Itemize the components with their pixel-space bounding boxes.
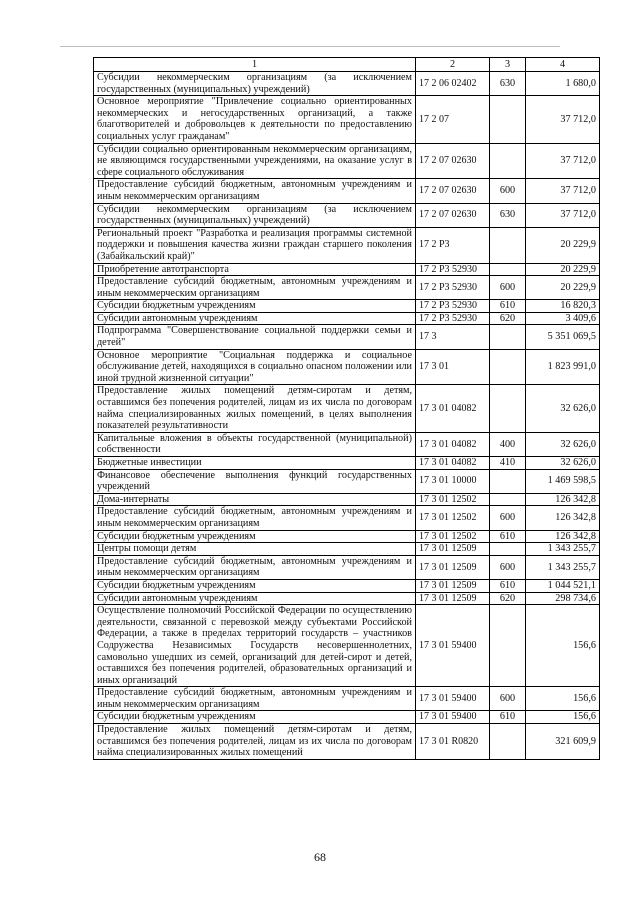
row-code-cell: 17 3 01 59400: [416, 687, 490, 711]
row-amount-cell: 37 712,0: [526, 179, 600, 203]
table-row: [94, 457, 600, 470]
row-expense-type-cell: [490, 349, 526, 385]
row-expense-type-cell: 610: [490, 711, 526, 724]
row-code-cell: 17 2 07 02630: [416, 143, 490, 179]
row-code-cell: 17 3 01 12509: [416, 579, 490, 592]
row-code-cell: 17 3 01 04082: [416, 385, 490, 432]
row-amount-cell: 1 469 598,5: [526, 469, 600, 493]
table-row: [94, 203, 600, 227]
row-amount-cell: 126 342,8: [526, 506, 600, 530]
table-row: [94, 312, 600, 325]
row-code-cell: 17 3 01 12509: [416, 543, 490, 556]
row-amount-cell: 32 626,0: [526, 457, 600, 470]
row-amount-cell: 37 712,0: [526, 96, 600, 143]
table-row: [94, 263, 600, 276]
row-name-cell: Основное мероприятие "Социальная поддержка и социальное обслуживание детей, находящихся в социально опасном положении или иной трудной жизненной ситуации": [94, 349, 416, 385]
row-name-cell: Субсидии социально ориентированным некоммерческим организациям, не являющимся государственными учреждениями, на оказание услуг в сфере социального обслуживания: [94, 143, 416, 179]
row-amount-cell: 3 409,6: [526, 312, 600, 325]
row-name-cell: Субсидии бюджетным учреждениям: [94, 711, 416, 724]
table-row: [94, 543, 600, 556]
row-expense-type-cell: 600: [490, 555, 526, 579]
table-body: [94, 72, 600, 760]
row-code-cell: 17 3 01 12509: [416, 592, 490, 605]
row-name-cell: Предоставление субсидий бюджетным, автономным учреждениям и иным некоммерческим организациям: [94, 276, 416, 300]
table-row: [94, 143, 600, 179]
column-header: 1: [94, 58, 416, 72]
row-expense-type-cell: 630: [490, 72, 526, 96]
row-name-cell: Предоставление субсидий бюджетным, автономным учреждениям и иным некоммерческим организациям: [94, 687, 416, 711]
row-expense-type-cell: [490, 724, 526, 760]
row-code-cell: 17 3 01 12502: [416, 530, 490, 543]
row-name-cell: Субсидии автономным учреждениям: [94, 312, 416, 325]
table-row: [94, 349, 600, 385]
table-row: [94, 687, 600, 711]
row-code-cell: 17 3 01 12502: [416, 506, 490, 530]
row-name-cell: Предоставление субсидий бюджетным, автономным учреждениям и иным некоммерческим организациям: [94, 506, 416, 530]
row-code-cell: 17 2 P3 52930: [416, 276, 490, 300]
row-expense-type-cell: 610: [490, 300, 526, 313]
row-name-cell: Центры помощи детям: [94, 543, 416, 556]
row-name-cell: Субсидии некоммерческим организациям (за исключением государственных (муниципальных) учреждений): [94, 72, 416, 96]
row-name-cell: Предоставление жилых помещений детям-сиротам и детям, оставшимся без попечения родителей, лицам из их числа по договорам найма специализированных жилых помещений, в целях выполнения показателей результативности: [94, 385, 416, 432]
row-name-cell: Субсидии бюджетным учреждениям: [94, 300, 416, 313]
row-expense-type-cell: 620: [490, 592, 526, 605]
row-name-cell: Осуществление полномочий Российской Федерации по осуществлению деятельности, связанной с перевозкой между субъектами Российской Федерации, а также в пределах территорий государств – участников Содружества Независимых Государств несовершеннолетних, самовольно ушедших из семей, организаций для детей-сирот и детей, оставшихся без попечения родителей, образовательных организаций и иных организаций: [94, 605, 416, 687]
column-header: 2: [416, 58, 490, 72]
row-amount-cell: 156,6: [526, 687, 600, 711]
table-row: [94, 179, 600, 203]
row-code-cell: 17 3 01 59400: [416, 711, 490, 724]
row-code-cell: 17 2 P3 52930: [416, 312, 490, 325]
table-row: [94, 432, 600, 456]
table-row: [94, 72, 600, 96]
row-amount-cell: 32 626,0: [526, 432, 600, 456]
row-code-cell: 17 3 01 04082: [416, 432, 490, 456]
row-expense-type-cell: [490, 385, 526, 432]
row-name-cell: Бюджетные инвестиции: [94, 457, 416, 470]
row-amount-cell: 156,6: [526, 711, 600, 724]
row-amount-cell: 32 626,0: [526, 385, 600, 432]
row-expense-type-cell: 600: [490, 276, 526, 300]
table-row: [94, 579, 600, 592]
top-divider: [60, 46, 560, 47]
row-code-cell: 17 3 01 04082: [416, 457, 490, 470]
row-amount-cell: 16 820,3: [526, 300, 600, 313]
row-expense-type-cell: 610: [490, 579, 526, 592]
row-code-cell: 17 2 07: [416, 96, 490, 143]
table-row: [94, 605, 600, 687]
row-amount-cell: 126 342,8: [526, 493, 600, 506]
row-code-cell: 17 2 06 02402: [416, 72, 490, 96]
row-code-cell: 17 3: [416, 325, 490, 349]
row-expense-type-cell: [490, 263, 526, 276]
row-expense-type-cell: [490, 493, 526, 506]
row-expense-type-cell: 400: [490, 432, 526, 456]
row-expense-type-cell: 600: [490, 687, 526, 711]
row-expense-type-cell: [490, 227, 526, 263]
row-amount-cell: 20 229,9: [526, 227, 600, 263]
row-name-cell: Основное мероприятие "Привлечение социально ориентированных некоммерческих и негосударственных организаций, а также благотворителей и добровольцев к деятельности по предоставлению социальных услуг гражданам": [94, 96, 416, 143]
table-header-row: [94, 58, 600, 72]
row-amount-cell: 126 342,8: [526, 530, 600, 543]
table-row: [94, 555, 600, 579]
row-amount-cell: 20 229,9: [526, 276, 600, 300]
row-amount-cell: 1 680,0: [526, 72, 600, 96]
row-code-cell: 17 2 07 02630: [416, 203, 490, 227]
row-expense-type-cell: [490, 325, 526, 349]
row-code-cell: 17 3 01 10000: [416, 469, 490, 493]
row-expense-type-cell: [490, 469, 526, 493]
row-expense-type-cell: 600: [490, 179, 526, 203]
table-row: [94, 300, 600, 313]
row-code-cell: 17 2 P3: [416, 227, 490, 263]
row-code-cell: 17 3 01 R0820: [416, 724, 490, 760]
table-row: [94, 385, 600, 432]
row-code-cell: 17 2 P3 52930: [416, 300, 490, 313]
row-code-cell: 17 3 01: [416, 349, 490, 385]
row-amount-cell: 37 712,0: [526, 143, 600, 179]
row-name-cell: Предоставление жилых помещений детям-сиротам и детям, оставшимся без попечения родителей, лицам из их числа по договорам найма специализированных жилых помещений: [94, 724, 416, 760]
table-row: [94, 325, 600, 349]
row-name-cell: Предоставление субсидий бюджетным, автономным учреждениям и иным некоммерческим организациям: [94, 555, 416, 579]
table-row: [94, 711, 600, 724]
page-number: 68: [314, 850, 326, 864]
table-row: [94, 276, 600, 300]
row-amount-cell: 20 229,9: [526, 263, 600, 276]
table-row: [94, 530, 600, 543]
budget-table: [93, 57, 600, 760]
row-amount-cell: 37 712,0: [526, 203, 600, 227]
row-expense-type-cell: 410: [490, 457, 526, 470]
row-name-cell: Субсидии бюджетным учреждениям: [94, 579, 416, 592]
row-name-cell: Подпрограмма "Совершенствование социальной поддержки семьи и детей": [94, 325, 416, 349]
row-expense-type-cell: 610: [490, 530, 526, 543]
row-amount-cell: 156,6: [526, 605, 600, 687]
row-amount-cell: 5 351 069,5: [526, 325, 600, 349]
table-row: [94, 506, 600, 530]
row-amount-cell: 298 734,6: [526, 592, 600, 605]
table-row: [94, 724, 600, 760]
row-name-cell: Капитальные вложения в объекты государственной (муниципальной) собственности: [94, 432, 416, 456]
row-code-cell: 17 3 01 12509: [416, 555, 490, 579]
row-code-cell: 17 2 P3 52930: [416, 263, 490, 276]
row-amount-cell: 321 609,9: [526, 724, 600, 760]
row-name-cell: Финансовое обеспечение выполнения функций государственных учреждений: [94, 469, 416, 493]
table-row: [94, 592, 600, 605]
row-name-cell: Предоставление субсидий бюджетным, автономным учреждениям и иным некоммерческим организациям: [94, 179, 416, 203]
row-name-cell: Дома-интернаты: [94, 493, 416, 506]
row-expense-type-cell: 630: [490, 203, 526, 227]
column-header: 4: [526, 58, 600, 72]
table-row: [94, 96, 600, 143]
column-header: 3: [490, 58, 526, 72]
row-code-cell: 17 3 01 59400: [416, 605, 490, 687]
row-expense-type-cell: [490, 96, 526, 143]
row-amount-cell: 1 044 521,1: [526, 579, 600, 592]
table-row: [94, 469, 600, 493]
row-code-cell: 17 2 07 02630: [416, 179, 490, 203]
row-name-cell: Приобретение автотранспорта: [94, 263, 416, 276]
table-row: [94, 493, 600, 506]
row-name-cell: Субсидии бюджетным учреждениям: [94, 530, 416, 543]
row-amount-cell: 1 343 255,7: [526, 543, 600, 556]
row-amount-cell: 1 343 255,7: [526, 555, 600, 579]
row-expense-type-cell: [490, 605, 526, 687]
row-expense-type-cell: 600: [490, 506, 526, 530]
row-expense-type-cell: 620: [490, 312, 526, 325]
row-name-cell: Субсидии автономным учреждениям: [94, 592, 416, 605]
row-expense-type-cell: [490, 543, 526, 556]
row-name-cell: Региональный проект "Разработка и реализация программы системной поддержки и повышения качества жизни граждан старшего поколения (Забайкальский край)": [94, 227, 416, 263]
row-name-cell: Субсидии некоммерческим организациям (за исключением государственных (муниципальных) учреждений): [94, 203, 416, 227]
row-amount-cell: 1 823 991,0: [526, 349, 600, 385]
table-row: [94, 227, 600, 263]
row-expense-type-cell: [490, 143, 526, 179]
row-code-cell: 17 3 01 12502: [416, 493, 490, 506]
